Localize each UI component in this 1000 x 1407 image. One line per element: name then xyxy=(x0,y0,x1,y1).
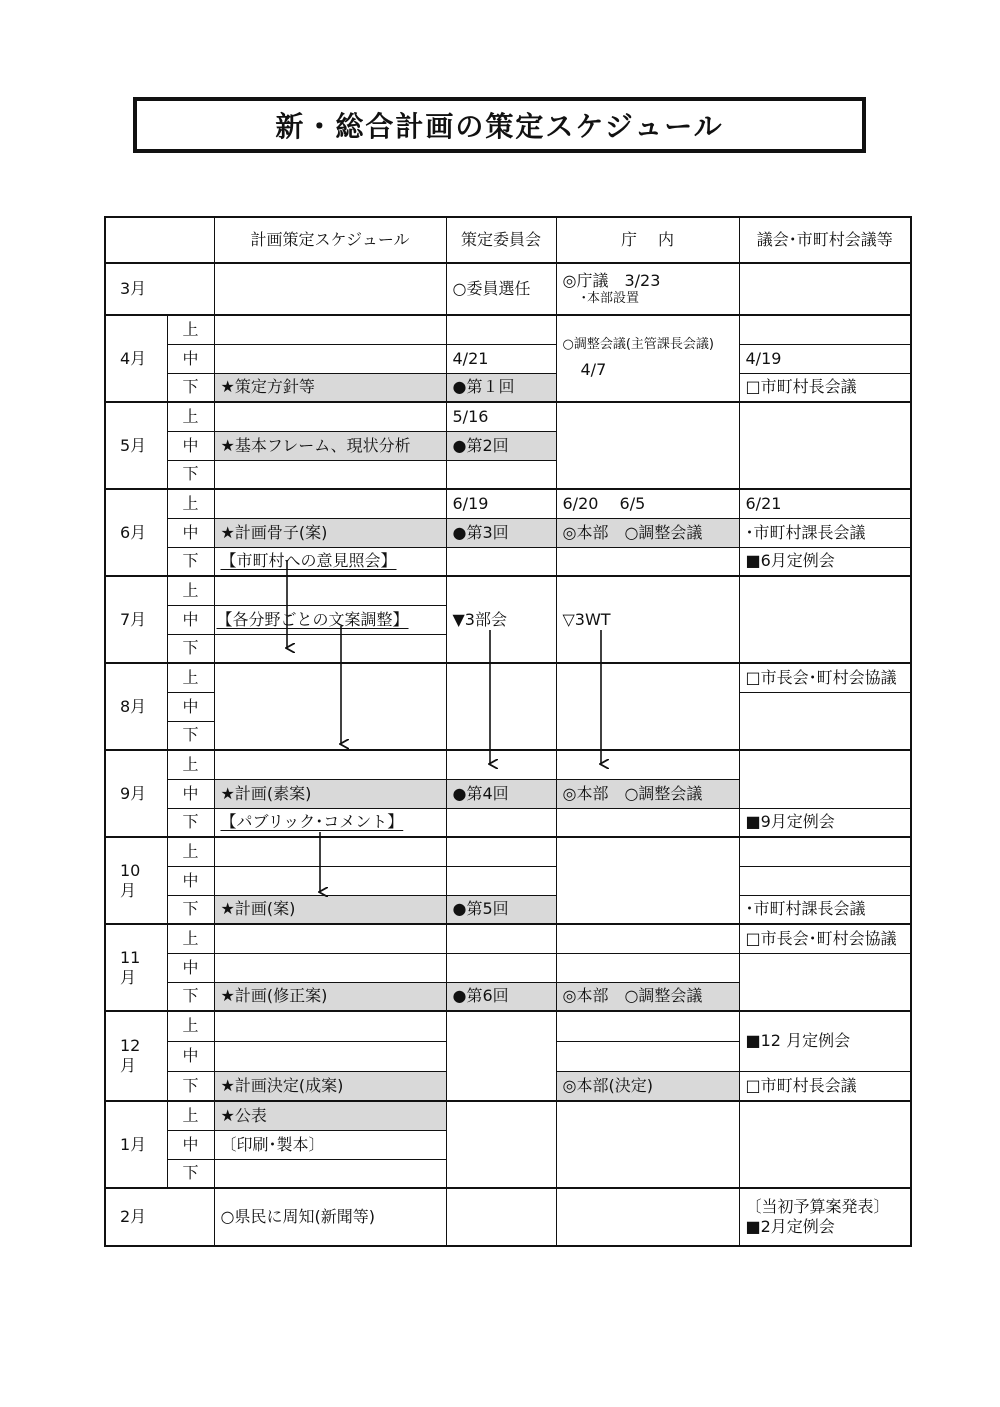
plan-cell xyxy=(214,924,446,953)
committee-cell: ▼3部会 xyxy=(446,576,556,663)
row-september-lower xyxy=(105,808,911,837)
office-cell xyxy=(556,1041,739,1071)
council-cell xyxy=(739,576,911,663)
dekad-label: 下 xyxy=(167,634,214,663)
header-plan: 計画策定スケジュール xyxy=(214,217,446,263)
office-cell xyxy=(556,750,739,779)
plan-cell xyxy=(214,576,446,605)
row-april-upper xyxy=(105,315,911,344)
office-cell: ◎本部 ○調整会議 xyxy=(556,982,739,1011)
dekad-label: 下 xyxy=(167,373,214,402)
plan-cell: ★策定方針等 xyxy=(214,373,446,402)
committee-cell xyxy=(446,315,556,344)
committee-date: 6/19 xyxy=(446,489,556,518)
council-cell: ■12 月定例会 xyxy=(739,1011,911,1071)
committee-cell xyxy=(446,837,556,866)
dekad-label: 中 xyxy=(167,1130,214,1159)
row-october-upper xyxy=(105,837,911,866)
council-cell: ■6月定例会 xyxy=(739,547,911,576)
office-cell xyxy=(556,315,739,402)
plan-cell: ★計画決定(成案) xyxy=(214,1071,446,1101)
office-cell xyxy=(556,1011,739,1041)
committee-cell: ●第１回 xyxy=(446,373,556,402)
committee-cell xyxy=(446,663,556,750)
office-cell: ◎本部 ○調整会議 xyxy=(556,779,739,808)
month-label: 7月 xyxy=(105,576,167,663)
office-cell xyxy=(556,402,739,489)
plan-cell: ★計画骨子(案) xyxy=(214,518,446,547)
plan-cell xyxy=(214,1159,446,1188)
council-line: ■2月定例会 xyxy=(745,1217,835,1236)
dekad-label: 下 xyxy=(167,547,214,576)
dekad-label: 上 xyxy=(167,402,214,431)
plan-cell xyxy=(214,837,446,866)
council-cell xyxy=(739,837,911,866)
office-cell xyxy=(556,808,739,837)
row-october-middle xyxy=(105,866,911,895)
council-cell: ■9月定例会 xyxy=(739,808,911,837)
dekad-label: 上 xyxy=(167,1101,214,1130)
header-row xyxy=(105,217,911,263)
office-line: ･本部設置 xyxy=(580,290,640,306)
committee-cell: ●第5回 xyxy=(446,895,556,924)
committee-cell: ○委員選任 xyxy=(446,263,556,315)
committee-date: 5/16 xyxy=(446,402,556,431)
row-july-upper xyxy=(105,576,911,605)
dekad-label: 下 xyxy=(167,460,214,489)
council-date: 6/21 xyxy=(739,489,911,518)
plan-cell: ○県民に周知(新聞等) xyxy=(214,1188,446,1246)
office-cell: ◎本部(決定) xyxy=(556,1071,739,1101)
plan-coordination: 【各分野ごとの文案調整】 xyxy=(216,609,409,629)
committee-cell xyxy=(446,1101,556,1188)
plan-cell xyxy=(214,808,446,837)
dekad-label: 中 xyxy=(167,605,214,634)
committee-cell xyxy=(446,866,556,895)
plan-cell xyxy=(214,402,446,431)
row-october-lower xyxy=(105,895,911,924)
month-label: 8月 xyxy=(105,663,167,750)
committee-cell xyxy=(446,953,556,982)
dekad-label: 下 xyxy=(167,721,214,750)
dekad-label: 上 xyxy=(167,750,214,779)
committee-cell: ●第2回 xyxy=(446,431,556,460)
committee-cell: ●第6回 xyxy=(446,982,556,1011)
office-cell xyxy=(556,837,739,924)
row-march xyxy=(105,263,911,315)
plan-cell xyxy=(214,315,446,344)
office-line: ○調整会議(主管課長会議) xyxy=(562,337,714,353)
office-cell xyxy=(556,663,739,750)
council-cell xyxy=(739,263,911,315)
page-title: 新・総合計画の策定スケジュール xyxy=(275,110,724,143)
plan-cell xyxy=(214,605,446,634)
council-cell xyxy=(739,402,911,489)
page-title-box xyxy=(133,97,866,153)
plan-cell: 〔印刷･製本〕 xyxy=(214,1130,446,1159)
office-cell: ▽3WT xyxy=(556,576,739,663)
council-cell xyxy=(739,1101,911,1188)
schedule-table xyxy=(104,216,912,1247)
council-cell: ･市町村課長会議 xyxy=(739,518,911,547)
council-cell xyxy=(739,750,911,808)
committee-cell xyxy=(446,750,556,779)
office-date: 6/20 6/5 xyxy=(556,489,739,518)
committee-cell: ●第3回 xyxy=(446,518,556,547)
plan-cell xyxy=(214,489,446,518)
dekad-label: 下 xyxy=(167,1071,214,1101)
dekad-label: 中 xyxy=(167,344,214,373)
committee-cell xyxy=(446,547,556,576)
dekad-label: 上 xyxy=(167,576,214,605)
dekad-label: 中 xyxy=(167,779,214,808)
plan-public-comment: 【パブリック･コメント】 xyxy=(220,812,404,832)
dekad-label: 中 xyxy=(167,692,214,721)
month-label: 3月 xyxy=(105,263,214,315)
committee-date: 4/21 xyxy=(446,344,556,373)
council-cell: □市長会･町村会協議 xyxy=(739,663,911,692)
dekad-label: 中 xyxy=(167,431,214,460)
row-june-upper xyxy=(105,489,911,518)
plan-cell: ★計画(修正案) xyxy=(214,982,446,1011)
office-cell xyxy=(556,924,739,953)
dekad-label: 中 xyxy=(167,518,214,547)
dekad-label: 中 xyxy=(167,953,214,982)
council-cell xyxy=(739,692,911,750)
office-cell xyxy=(556,1101,739,1188)
header-council: 議会･市町村会議等 xyxy=(739,217,911,263)
header-office: 庁 内 xyxy=(556,217,739,263)
office-cell xyxy=(556,953,739,982)
row-december-upper xyxy=(105,1011,911,1041)
office-cell xyxy=(556,1188,739,1246)
plan-cell xyxy=(214,263,446,315)
month-label: 1月 xyxy=(105,1101,167,1188)
dekad-label: 上 xyxy=(167,837,214,866)
plan-cell: ★公表 xyxy=(214,1101,446,1130)
header-corner xyxy=(105,217,214,263)
dekad-label: 中 xyxy=(167,866,214,895)
row-june-middle xyxy=(105,518,911,547)
dekad-label: 中 xyxy=(167,1041,214,1071)
dekad-label: 下 xyxy=(167,895,214,924)
row-november-middle xyxy=(105,953,911,982)
committee-cell xyxy=(446,1188,556,1246)
row-september-upper xyxy=(105,750,911,779)
plan-cell xyxy=(214,1041,446,1071)
council-cell: □市町村長会議 xyxy=(739,1071,911,1101)
council-cell: □市長会･町村会協議 xyxy=(739,924,911,953)
dekad-label: 上 xyxy=(167,315,214,344)
dekad-label: 上 xyxy=(167,663,214,692)
row-april-middle xyxy=(105,344,911,373)
committee-cell xyxy=(446,460,556,489)
row-may-upper xyxy=(105,402,911,431)
row-february xyxy=(105,1188,911,1246)
plan-cell: ★計画(素案) xyxy=(214,779,446,808)
council-cell xyxy=(739,315,911,344)
month-label: 4月 xyxy=(105,315,167,402)
council-cell xyxy=(739,1188,911,1246)
plan-cell xyxy=(214,750,446,779)
plan-cell xyxy=(214,866,446,895)
dekad-label: 上 xyxy=(167,924,214,953)
committee-cell xyxy=(446,808,556,837)
plan-cell xyxy=(214,460,446,489)
committee-cell xyxy=(446,924,556,953)
plan-cell xyxy=(214,547,446,576)
plan-cell xyxy=(214,634,446,663)
month-label: 11 月 xyxy=(105,924,167,1011)
row-april-lower xyxy=(105,373,911,402)
row-june-lower xyxy=(105,547,911,576)
plan-cell: ★計画(案) xyxy=(214,895,446,924)
plan-cell xyxy=(214,663,446,750)
month-label: 9月 xyxy=(105,750,167,837)
dekad-label: 下 xyxy=(167,1159,214,1188)
council-cell: □市町村長会議 xyxy=(739,373,911,402)
plan-cell xyxy=(214,1011,446,1041)
month-label: 12 月 xyxy=(105,1011,167,1101)
month-label: 6月 xyxy=(105,489,167,576)
dekad-label: 上 xyxy=(167,1011,214,1041)
row-november-upper xyxy=(105,924,911,953)
month-label: 2月 xyxy=(105,1188,214,1246)
office-cell xyxy=(556,263,739,315)
month-label: 5月 xyxy=(105,402,167,489)
office-line: ◎庁議 3/23 xyxy=(562,270,661,290)
plan-consultation: 【市町村への意見照会】 xyxy=(220,551,397,571)
row-august-upper xyxy=(105,663,911,692)
council-line: 〔当初予算案発表〕 xyxy=(745,1197,890,1216)
plan-cell xyxy=(214,953,446,982)
office-cell: ◎本部 ○調整会議 xyxy=(556,518,739,547)
month-label: 10 月 xyxy=(105,837,167,924)
header-committee: 策定委員会 xyxy=(446,217,556,263)
plan-cell xyxy=(214,344,446,373)
office-cell xyxy=(556,547,739,576)
council-cell: ･市町村課長会議 xyxy=(739,895,911,924)
dekad-label: 上 xyxy=(167,489,214,518)
row-january-upper xyxy=(105,1101,911,1130)
committee-cell: ●第4回 xyxy=(446,779,556,808)
plan-cell: ★基本フレーム、現状分析 xyxy=(214,431,446,460)
dekad-label: 下 xyxy=(167,982,214,1011)
office-line: 4/7 xyxy=(580,359,607,379)
dekad-label: 下 xyxy=(167,808,214,837)
council-cell xyxy=(739,866,911,895)
council-date: 4/19 xyxy=(739,344,911,373)
committee-cell xyxy=(446,1011,556,1101)
council-cell xyxy=(739,953,911,1011)
